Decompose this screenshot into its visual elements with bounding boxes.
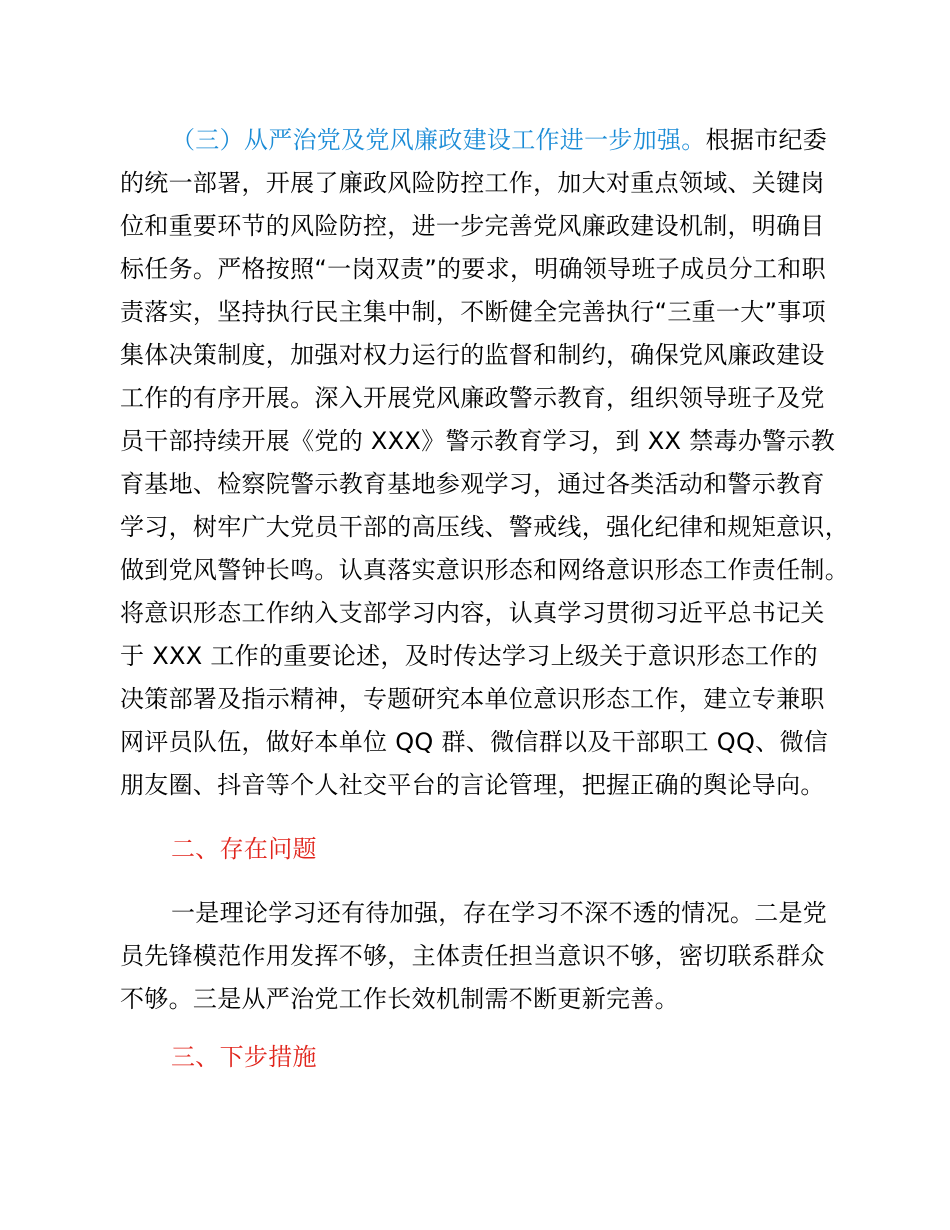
paragraph-line: 工作的有序开展。深入开展党风廉政警示教育，组织领导班子及党 [120, 384, 825, 412]
paragraph-line: 的统一部署，开展了廉政风险防控工作，加大对重点领域、关键岗 [120, 169, 825, 197]
paragraph-line: 于 XXX 工作的重要论述，及时传达学习上级关于意识形态工作的 [120, 642, 818, 670]
paragraph-line: 做到党风警钟长鸣。认真落实意识形态和网络意识形态工作责任制。 [120, 556, 849, 584]
paragraph-line: 员干部持续开展《党的 XXX》警示教育学习，到 XX 禁毒办警示教 [120, 427, 835, 455]
paragraph-line: 将意识形态工作纳入支部学习内容，认真学习贯彻习近平总书记关 [120, 599, 825, 627]
section-heading-3: （三）从严治党及党风廉政建设工作进一步加强。 [171, 126, 706, 154]
paragraph-line: 决策部署及指示精神，专题研究本单位意识形态工作，建立专兼职 [120, 685, 825, 713]
paragraph-line: 位和重要环节的风险防控，进一步完善党风廉政建设机制，明确目 [120, 212, 825, 240]
paragraph-line: 员先锋模范作用发挥不够，主体责任担当意识不够，密切联系群众 [120, 942, 825, 970]
paragraph-line [0, 124, 950, 156]
paragraph-line: 学习，树牢广大党员干部的高压线、警戒线，强化纪律和规矩意识， [120, 513, 849, 541]
paragraph-line: 不够。三是从严治党工作长效机制需不断更新完善。 [120, 985, 679, 1013]
paragraph-line: 育基地、检察院警示教育基地参观学习，通过各类活动和警示教育 [120, 470, 825, 498]
section-heading-problems: 二、存在问题 [171, 835, 317, 863]
paragraph-line: 朋友圈、抖音等个人社交平台的言论管理，把握正确的舆论导向。 [120, 771, 825, 799]
paragraph-line: 标任务。严格按照“一岗双责”的要求，明确领导班子成员分工和职 [120, 255, 826, 283]
paragraph-line: 集体决策制度，加强对权力运行的监督和制约，确保党风廉政建设 [120, 341, 825, 369]
section-heading-next-steps: 三、下步措施 [171, 1043, 317, 1071]
paragraph-line: 责落实，坚持执行民主集中制，不断健全完善执行“三重一大”事项 [120, 298, 826, 326]
paragraph-line: 网评员队伍，做好本单位 QQ 群、微信群以及干部职工 QQ、微信 [120, 728, 829, 756]
paragraph-text: 根据市纪委 [705, 126, 828, 154]
paragraph-line: 一是理论学习还有待加强，存在学习不深不透的情况。二是党 [171, 899, 828, 927]
